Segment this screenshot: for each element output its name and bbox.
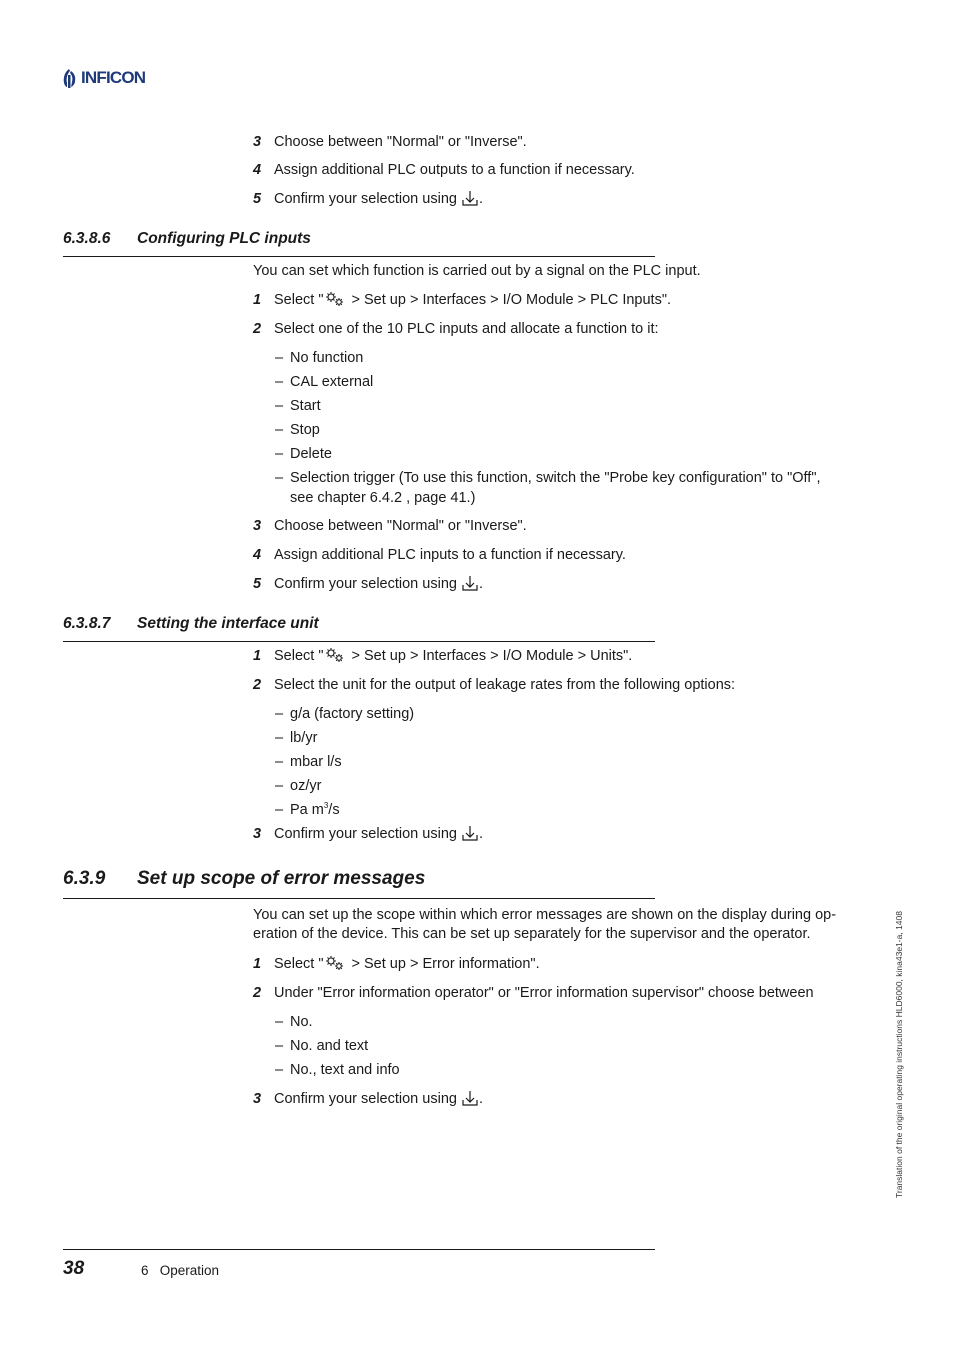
heading-rule [63, 641, 655, 642]
list-item: – No. and text [275, 1038, 369, 1054]
list-item: – Pa $m^3/s$ [275, 801, 340, 818]
list-item: – No. [275, 1014, 313, 1030]
paragraph: eration of the device. This can be set up separately for the supervisor and the operator. [253, 926, 811, 942]
gears-icon [324, 291, 346, 307]
paragraph: You can set which function is carried out by a signal on the PLC input. [253, 263, 701, 279]
step: 1 Select " > Set up > Interfaces > I/O Module > Units". [253, 648, 633, 664]
list-item: – oz/yr [275, 778, 322, 794]
list-item: – CAL external [275, 374, 374, 390]
list-item: – No., text and info [275, 1062, 400, 1078]
gears-icon [324, 955, 346, 971]
list-item: – Start [275, 398, 321, 414]
heading-rule [63, 256, 655, 257]
list-item: – Stop [275, 422, 320, 438]
gears-icon [324, 647, 346, 663]
page-number: 38 [63, 1258, 85, 1279]
paragraph: You can set up the scope within which error messages are shown on the display during op- [253, 907, 837, 923]
section-heading: 6.3.8.6 Configuring PLC inputs [63, 230, 311, 247]
step: 3 Choose between "Normal" or "Inverse". [253, 518, 527, 534]
logo-text: INFICON [81, 68, 146, 87]
confirm-download-icon [461, 575, 479, 591]
footer-chapter: 6 Operation [141, 1263, 220, 1278]
confirm-download-icon [461, 190, 479, 206]
step: 3 Choose between "Normal" or "Inverse". [253, 134, 527, 150]
step: 3 Confirm your selection using . [253, 826, 483, 842]
step: 5 Confirm your selection using . [253, 191, 483, 207]
confirm-download-icon [461, 825, 479, 841]
footer-rule [63, 1249, 655, 1250]
step: 1 Select " > Set up > Interfaces > I/O Module > PLC Inputs". [253, 292, 672, 308]
step: 2 Under "Error information operator" or "Error information supervisor" choose between [253, 985, 814, 1001]
list-item: – lb/yr [275, 730, 318, 746]
step: 4 Assign additional PLC outputs to a function if necessary. [253, 162, 635, 178]
step: 3 Confirm your selection using . [253, 1091, 483, 1107]
inficon-logo [60, 66, 145, 90]
step: 4 Assign additional PLC inputs to a function if necessary. [253, 547, 626, 563]
list-item: – Delete [275, 446, 332, 462]
list-item-continuation: see chapter 6.4.2 , page 41.) [290, 490, 476, 506]
step: 1 Select " > Set up > Error information". [253, 956, 540, 972]
step: 5 Confirm your selection using . [253, 576, 483, 592]
step: 2 Select one of the 10 PLC inputs and allocate a function to it: [253, 321, 659, 337]
heading-rule [63, 898, 655, 899]
side-note: Translation of the original operating instructions HLD6000, kina43e1-a, 1408 [894, 911, 904, 1198]
list-item: – No function [275, 350, 364, 366]
step: 2 Select the unit for the output of leakage rates from the following options: [253, 677, 736, 693]
list-item: – mbar l/s [275, 754, 342, 770]
section-heading: 6.3.9 Set up scope of error messages [63, 868, 426, 889]
list-item: – Selection trigger (To use this function, switch the "Probe key configuration" to "Off", [275, 470, 821, 486]
section-heading: 6.3.8.7 Setting the interface unit [63, 615, 319, 632]
confirm-download-icon [461, 1090, 479, 1106]
inficon-logo-icon [60, 67, 80, 89]
list-item: – g/a (factory setting) [275, 706, 415, 722]
